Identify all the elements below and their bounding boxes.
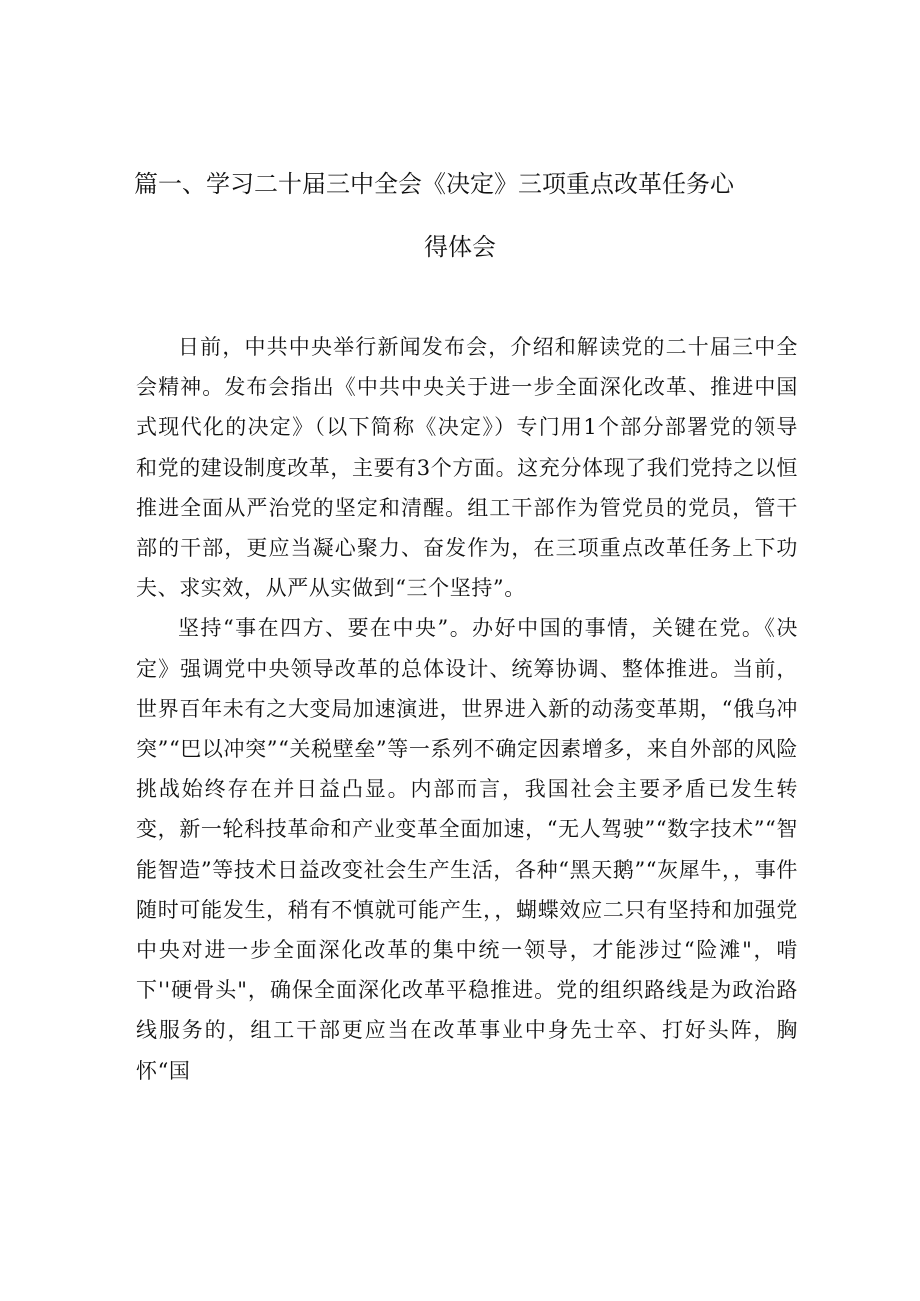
body-paragraph-2: 坚持“事在四方、要在中央”。办好中国的事情，关键在党。《决定》强调党中央领导改革的总体设计、统筹协调、整体推进。当前，世界百年未有之大变局加速演进，世界进入新的动荡变革期，“俄乌冲突”“巴以冲突”“关税壁垒”等一系列不确定因素增多，来自外部的风险挑战始终存在并日益凸显。内部而言，我国社会主要矛盾已发生转变，新一轮科技革命和产业变革全面加速，“无人驾驶”“数字技术”“智能智造”等技术日益改变社会生产生活，各种“黑天鹅”“灰犀牛，，事件随时可能发生，稍有不慎就可能产生，，蝴蝶效应二只有坚持和加强党中央对进一步全面深化改革的集中统一领导，才能涉过“险滩"，啃下''硬骨头"，确保全面深化改革平稳推进。党的组织路线是为政治路线服务的，组工干部更应当在改革事业中身先士卒、打好头阵，胸怀“国	[136, 616, 798, 1083]
body-paragraph-1: 日前，中共中央举行新闻发布会，介绍和解读党的二十届三中全会精神。发布会指出《中共中央关于进一步全面深化改革、推进中国式现代化的决定》（以下简称《决定》）专门用1个部分部署党的领导和党的建设制度改革，主要有3个方面。这充分体现了我们党持之以恒推进全面从严治党的坚定和清醒。组工干部作为管党员的党员，管干部的干部，更应当凝心聚力、奋发作为，在三项重点改革任务上下功夫、求实效，从严从实做到“三个坚持”。	[136, 335, 798, 601]
document-title-line-1: 篇一、学习二十届三中全会《决定》三项重点改革任务心	[134, 170, 734, 198]
document-title-line-2: 得体会	[424, 233, 496, 261]
document-body	[136, 327, 798, 1091]
